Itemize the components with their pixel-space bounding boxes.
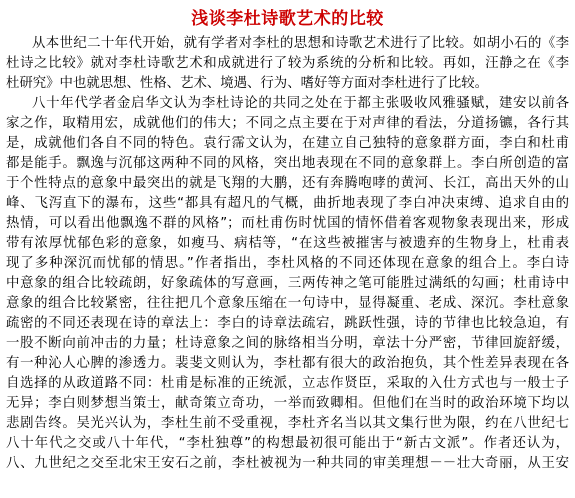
- paragraph-line: 是，成就他们各自不同的特色。袁行霈文认为，在建立自己独特的意象群方面，李白和杜甫: [6, 136, 569, 151]
- paragraph-line: 峰、飞泻直下的瀑布，这些“都具有超凡的气概，曲折地表现了李白冲决束缚、追求自由的: [6, 196, 569, 211]
- paragraph-line: 杜研究》中也就思想、性格、艺术、境遇、行为、嗜好等方面对李杜进行了比较。: [6, 76, 489, 91]
- paragraph-line: 悲剧告终。吴光兴认为，李杜生前不受重视，李杜齐名当以其文集行世为限，约在八世纪七: [6, 416, 569, 431]
- paragraph-line: 家之作，取精用宏，成就他们的伟大；不同之点主要在于对声律的看法，分道扬镳，各行其: [6, 116, 569, 131]
- paragraph-line: 自选择的从政道路不同：杜甫是标准的正统派，立志作贤臣，采取的入仕方式也与一般士子: [6, 376, 569, 391]
- paragraph-line: 有一种沁人心脾的渗透力。裴斐文则认为，李杜都有很大的政治抱负，其个性差异表现在各: [6, 356, 569, 371]
- paragraph-line: 带有浓厚忧郁色彩的意象，如瘦马、病桔等，“在这些被摧害与被遗弃的生物身上，杜甫表: [6, 236, 569, 251]
- paragraph-line: 无异；李白则梦想当策士，献奇策立奇功，一举而致卿相。但他们在当时的政治环境下均以: [6, 396, 569, 411]
- paragraph-line: 一股不断向前冲击的力量；杜诗意象之间的脉络相当分明，章法十分严密，节律回旋舒缓，: [6, 336, 569, 351]
- paragraph-line: 疏密的不同还表现在诗的章法上：李白的诗章法疏宕，跳跃性强，诗的节律也比较急迫，有: [6, 316, 569, 331]
- paragraph-first-line: 从本世纪二十年代开始，就有学者对李杜的思想和诗歌艺术进行了比较。如胡小石的《李: [32, 36, 569, 51]
- paragraph-line: 都是能手。飘逸与沉郁这两种不同的风格，突出地表现在不同的意象群上。李白所创造的富: [6, 156, 569, 171]
- paragraph-line: 于个性特点的意象中最突出的就是飞翔的大鹏，还有奔腾咆哮的黄河、长江，高出天外的山: [6, 176, 569, 191]
- paragraph-line: 杜诗之比较》就对李杜诗歌艺术和成就进行了较为系统的分析和比较。再如，汪静之在《李: [6, 56, 569, 71]
- paragraph-line: 中意象的组合比较疏朗，好象疏体的写意画，三两传神之笔可能胜过满纸的勾画；杜甫诗中: [6, 276, 569, 291]
- paragraph-line: 八、九世纪之交至北宋王安石之前，李杜被视为一种共同的审美理想－－壮大奇丽，从王安: [6, 456, 569, 471]
- paragraph-line: 现了多种深沉而忧郁的情思。”作者指出，李杜风格的不同还体现在意象的组合上。李白诗: [6, 256, 569, 271]
- paragraph-line: 八十年代之交或八十年代，“李杜独尊”的构想最初很可能出于“新古文派”。作者还认为，: [6, 436, 569, 451]
- paragraph-line: 意象的组合比较紧密，往往把几个意象压缩在一句诗中，显得凝重、老成、深沉。李杜意象: [6, 296, 569, 311]
- document-title: 浅谈李杜诗歌艺术的比较: [191, 9, 384, 29]
- paragraph-first-line: 八十年代学者金启华文认为李杜诗论的共同之处在于都主张吸收风雅骚赋，建安以前各: [32, 96, 569, 111]
- paragraph-line: 热情，可以看出他飘逸不群的风格”；而杜甫伤时忧国的情怀借着客观物象表现出来，形成: [6, 216, 569, 231]
